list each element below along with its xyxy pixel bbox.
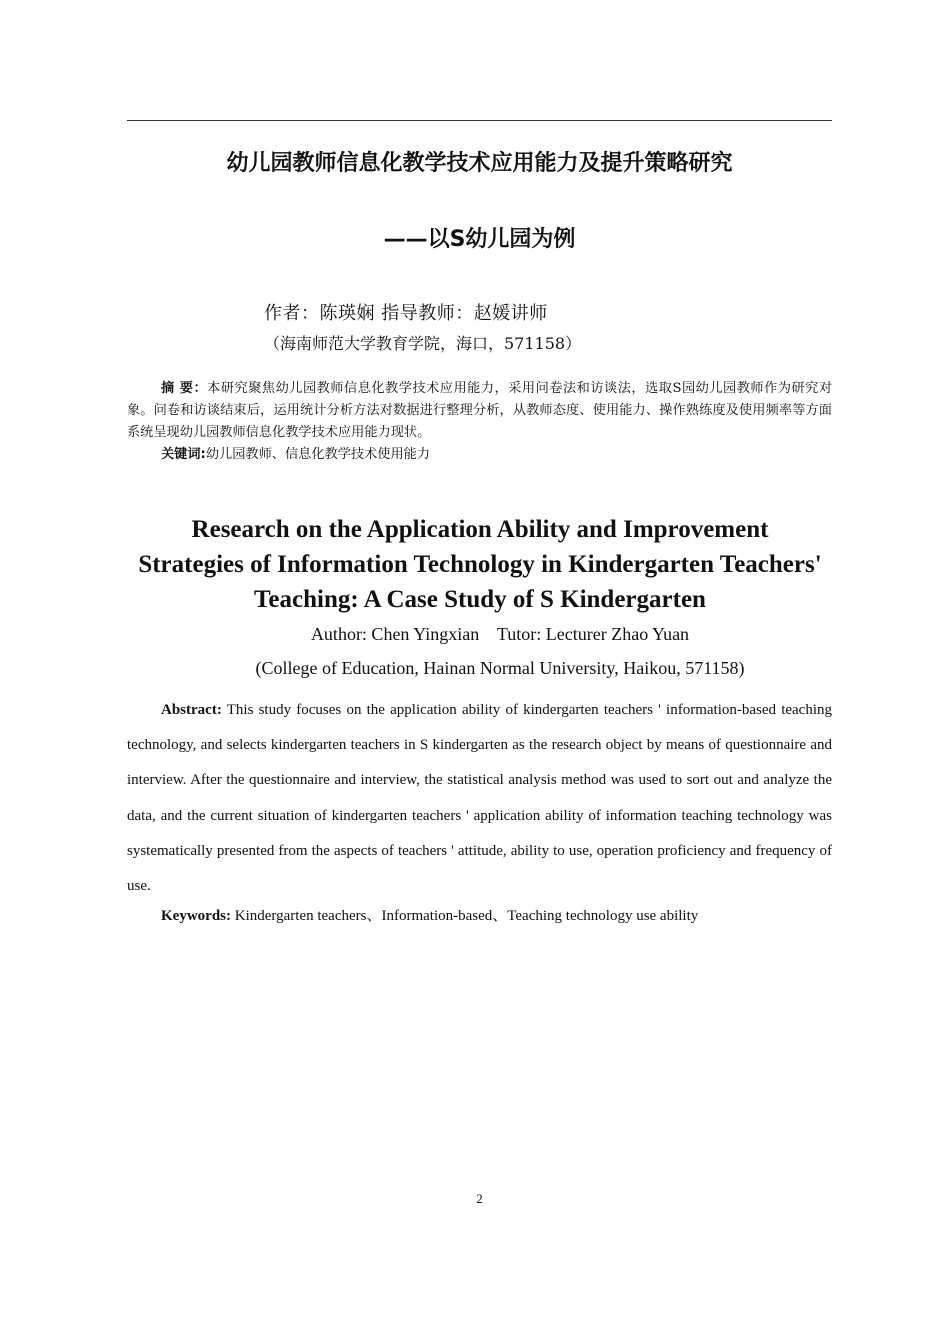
chinese-abstract-text: 本研究聚焦幼儿园教师信息化教学技术应用能力，采用问卷法和访谈法，选取S园幼儿园教师作为研究对象。问卷和访谈结束后，运用统计分析方法对数据进行整理分析，从教师态度、使用能力、操作熟练度及使用频率等方面系统呈现幼儿园教师信息化教学技术应用能力现状。 <box>127 381 833 440</box>
chinese-keywords-label: 关键词: <box>161 447 206 462</box>
chinese-abstract <box>127 378 832 444</box>
chinese-abstract-label: 摘 要： <box>161 381 208 396</box>
english-abstract-text: This study focuses on the application ability of kindergarten teachers ' information-based teaching technology, and selects kindergarten teachers in S kindergarten as the research object by means of questionnaire and interview. After the questionnaire and interview, the statistical analysis method was used to sort out and analyze the data, and the current situation of kindergarten teachers ' application ability of information teaching technology was systematically presented from the aspects of teachers ' attitude, ability to use, operation proficiency and frequency of use. <box>127 702 832 895</box>
page-number: 2 <box>476 1191 483 1206</box>
english-affiliation: (College of Education, Hainan Normal University, Haikou, 571158) <box>255 658 745 678</box>
english-keywords <box>161 903 698 929</box>
chinese-keywords-text: 幼儿园教师、信息化教学技术使用能力 <box>205 447 431 462</box>
chinese-keywords <box>161 444 430 466</box>
chinese-subtitle: ——以S幼儿园为例 <box>383 227 576 252</box>
chinese-author-line: 作者：陈瑛娴 指导教师：赵媛讲师 <box>264 303 548 324</box>
english-abstract-label: Abstract: <box>161 702 222 718</box>
english-keywords-label: Keywords: <box>161 908 231 924</box>
header-rule <box>127 120 832 121</box>
english-title-line-2: Strategies of Information Technology in Kindergarten Teachers' <box>138 551 822 578</box>
english-abstract <box>127 693 832 904</box>
english-title-line-1: Research on the Application Ability and Improvement <box>191 516 769 543</box>
english-keywords-text: Kindergarten teachers、Information-based、Teaching technology use ability <box>231 908 699 924</box>
english-title-line-3: Teaching: A Case Study of S Kindergarten <box>254 586 706 613</box>
english-title <box>120 512 840 617</box>
english-author-line: Author: Chen Yingxian Tutor: Lecturer Zhao Yuan <box>310 624 690 644</box>
chinese-title: 幼儿园教师信息化教学技术应用能力及提升策略研究 <box>226 151 733 176</box>
chinese-affiliation: （海南师范大学教育学院，海口，571158） <box>264 334 582 353</box>
